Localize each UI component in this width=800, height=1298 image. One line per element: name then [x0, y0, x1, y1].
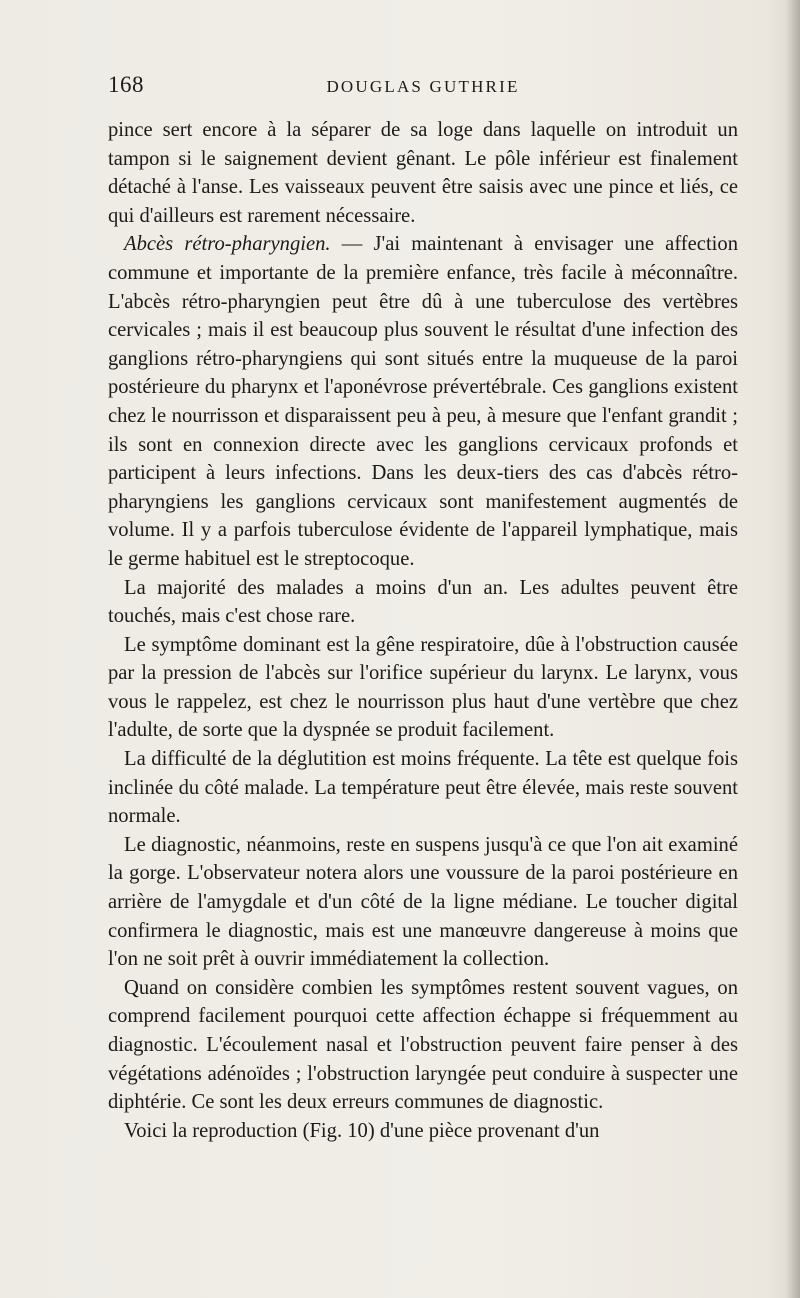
paragraph: La difficulté de la déglutition est moins fréquente. La tête est quelque fois inclinée du côté malade. La température peut être élevée, mais reste souvent normale.	[108, 748, 738, 828]
page-edge-shadow	[786, 0, 800, 1298]
paragraph: Quand on considère combien les symptômes restent souvent vagues, on comprend facilement pourquoi cette affection échappe si fréquemment au diagnostic. L'écoulement nasal et l'obstruction peuvent faire penser à des végétations adénoïdes ; l'obstruction laryngée peut conduire à suspecter une diphtérie. Ce sont les deux erreurs communes de diagnostic.	[108, 976, 738, 1114]
page-header	[108, 72, 738, 102]
paragraph: Le symptôme dominant est la gêne respiratoire, dûe à l'obstruction causée par la pression de l'abcès sur l'orifice supérieur du larynx. Le larynx, vous vous le rappelez, est chez le nourrisson plus haut d'une vertèbre que chez l'adulte, de sorte que la dyspnée se produit facilement.	[108, 633, 738, 742]
running-title: DOUGLAS GUTHRIE	[326, 77, 520, 96]
section-heading-italic: Abcès rétro-pharyngien.	[124, 233, 331, 256]
paragraph-section-abces	[108, 230, 738, 573]
page-number: 168	[108, 72, 144, 97]
paragraph: La majorité des malades a moins d'un an. Les adultes peuvent être touchés, mais c'est chose rare.	[108, 576, 738, 628]
paragraph-continuation: pince sert encore à la séparer de sa loge dans laquelle on introduit un tampon si le saignement devient gênant. Le pôle inférieur est finalement détaché à l'anse. Les vaisseaux peuvent être saisis avec une pince et liés, ce qui d'ailleurs est rarement nécessaire.	[108, 119, 738, 227]
paragraph: Le diagnostic, néanmoins, reste en suspens jusqu'à ce que l'on ait examiné la gorge. L'observateur notera alors une voussure de la paroi postérieure en arrière de l'amygdale et d'un côté de la ligne médiane. Le toucher digital confirmera le diagnostic, mais est une manœuvre dangereuse à moins que l'on ne soit prêt à ouvrir immédiatement la collection.	[108, 833, 738, 971]
paragraph-text: — J'ai maintenant à envisager une affection commune et importante de la première enfance, très facile à méconnaître. L'abcès rétro-pharyngien peut être dû à une tuberculose des vertèbres cervicales ; mais il est beaucoup plus souvent le résultat d'une infection des ganglions rétro-pharyngiens qui sont situés entre la muqueuse de la paroi postérieure du pharynx et l'aponévrose prévertébrale. Ces ganglions existent chez le nourrisson et disparaissent peu à peu, à mesure que l'enfant grandit ; ils sont en connexion directe avec les ganglions cervicaux profonds et participent à leurs infections. Dans les deux-tiers des cas d'abcès rétro-pharyngiens les ganglions cervicaux sont manifestement augmentés de volume. Il y a parfois tuberculose évidente de l'appareil lymphatique, mais le germe habituel est le streptocoque.	[108, 233, 738, 570]
paragraph-last-line: Voici la reproduction (Fig. 10) d'une pièce provenant d'un	[124, 1119, 600, 1142]
body-text	[108, 116, 738, 1145]
